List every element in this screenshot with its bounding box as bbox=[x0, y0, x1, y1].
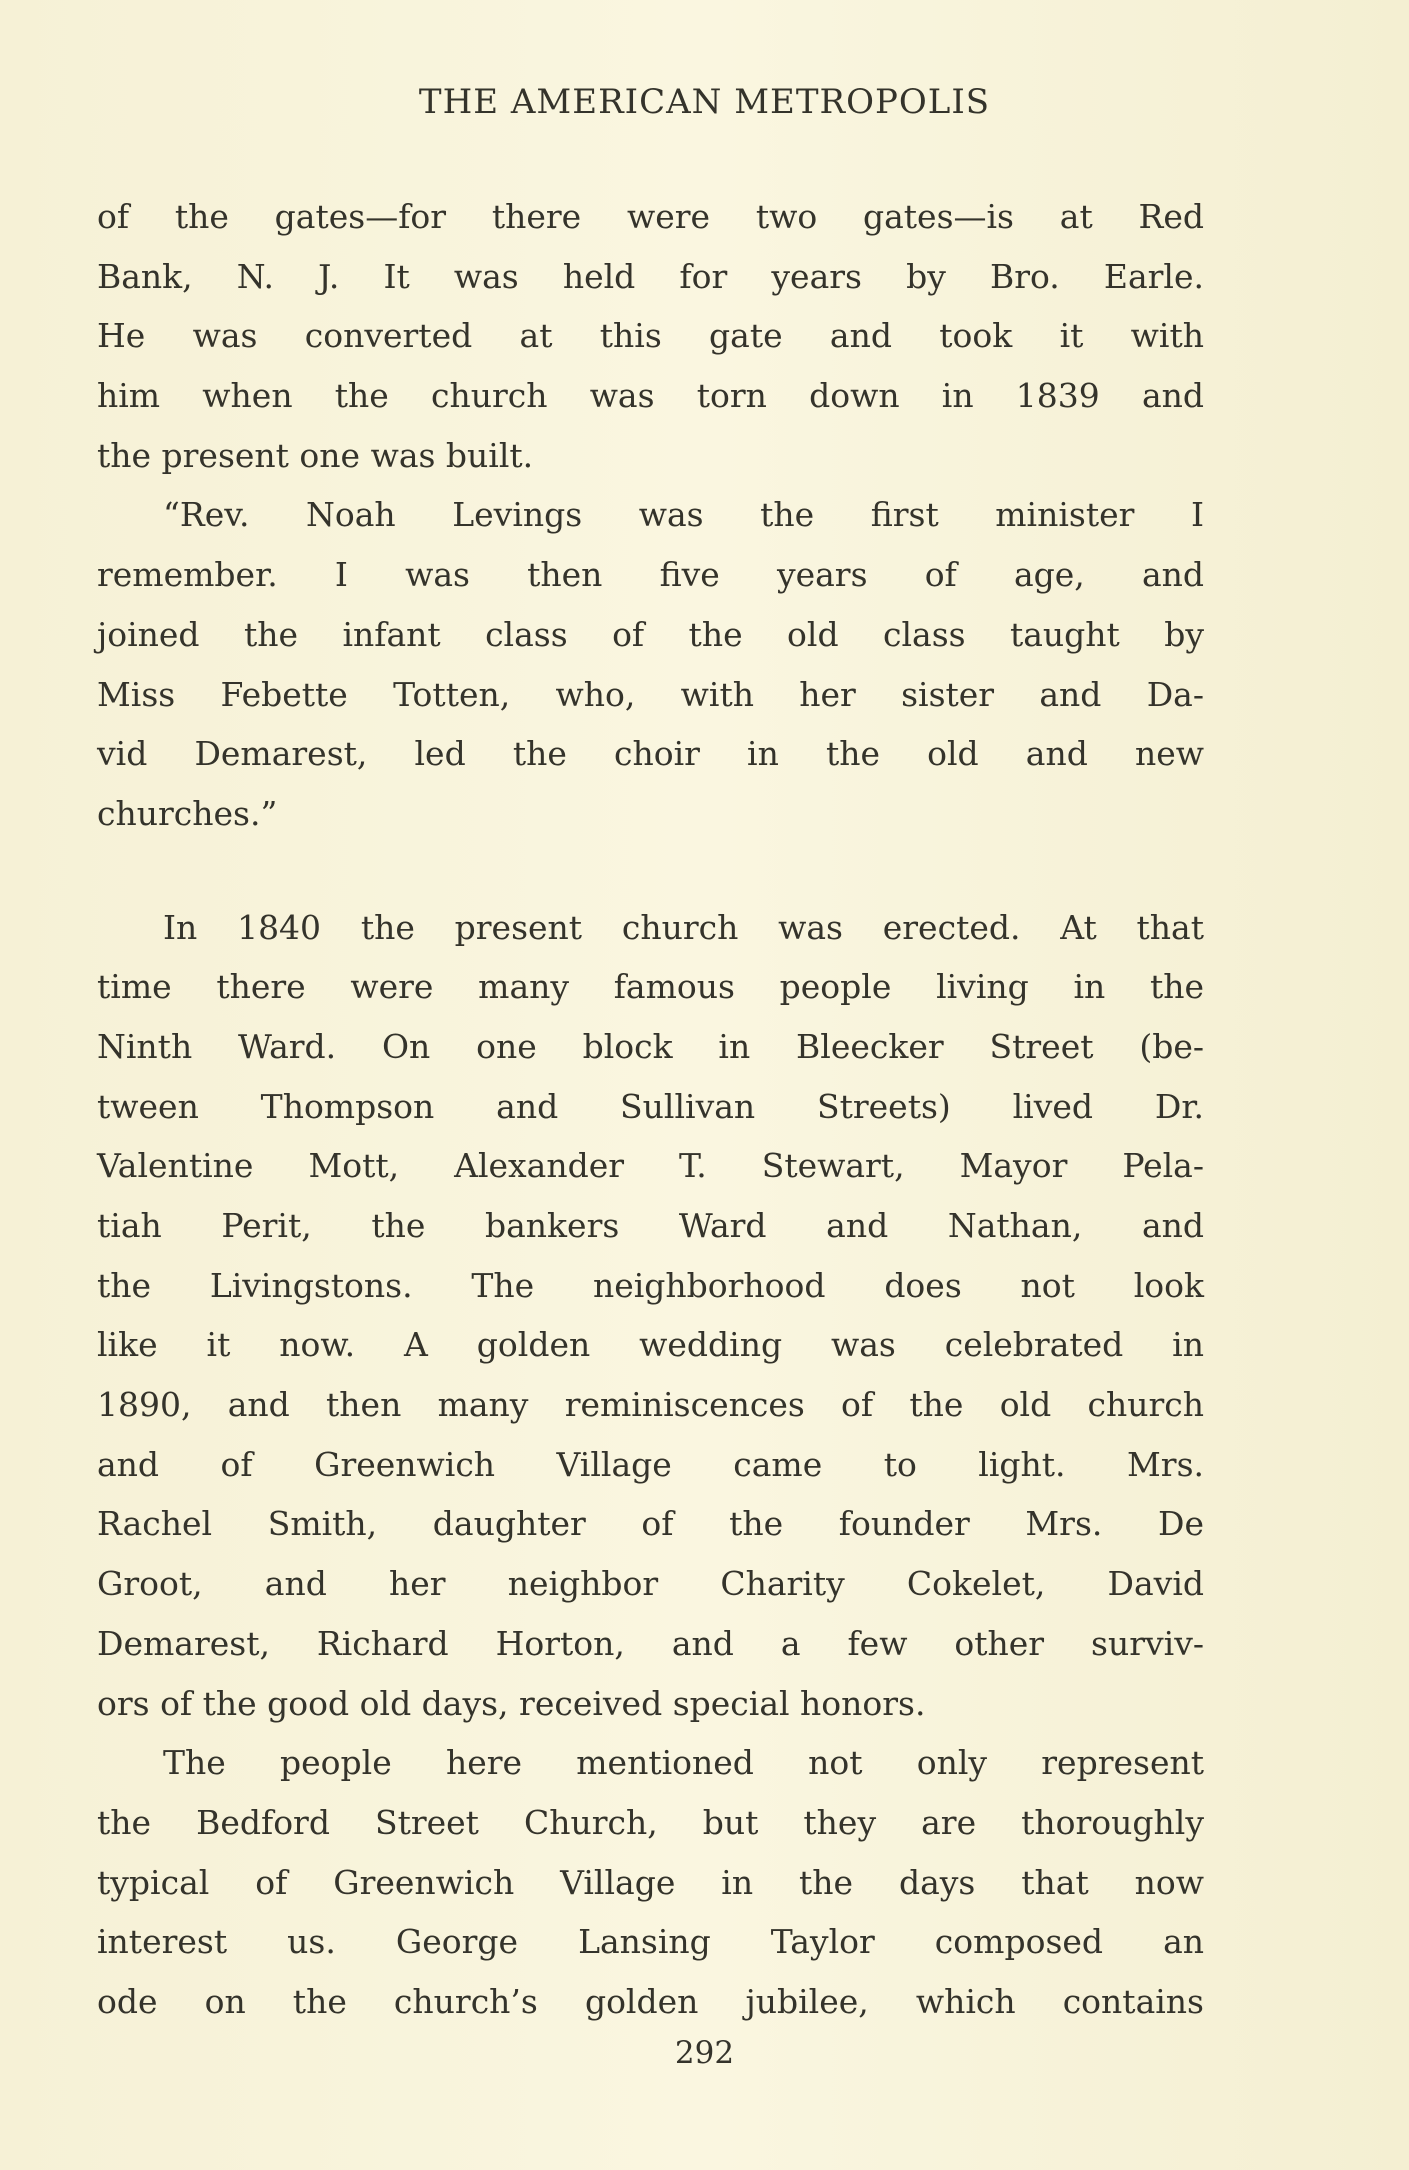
page-number: 292 bbox=[674, 2035, 735, 2071]
text-line: He was converted at this gate and took it with bbox=[97, 316, 1204, 356]
text-line: of the gates—for there were two gates—is at Red bbox=[97, 197, 1204, 236]
text-line: 1890, and then many reminiscences of the old church bbox=[97, 1385, 1204, 1425]
text-line: joined the infant class of the old class taught by bbox=[97, 614, 1204, 654]
paragraph bbox=[97, 187, 1204, 485]
text-line: Miss Febette Totten, who, with her sister and Da- bbox=[97, 674, 1204, 714]
paragraph bbox=[97, 898, 1204, 1734]
text-line: churches.” bbox=[97, 793, 278, 833]
paragraph bbox=[97, 1733, 1204, 2031]
text-line: Groot, and her neighbor Charity Cokelet, David bbox=[97, 1564, 1204, 1604]
text-line: Ninth Ward. On one block in Bleecker Street (be- bbox=[97, 1026, 1204, 1066]
text-line: “Rev. Noah Levings was the first minister I bbox=[163, 495, 1204, 535]
text-line: tween Thompson and Sullivan Streets) lived Dr. bbox=[97, 1086, 1204, 1126]
text-line: The people here mentioned not only represent bbox=[163, 1743, 1204, 1783]
text-line: the Livingstons. The neighborhood does not look bbox=[97, 1265, 1204, 1305]
text-line: him when the church was torn down in 1839 and bbox=[97, 376, 1204, 416]
text-line: typical of Greenwich Village in the days that now bbox=[97, 1862, 1204, 1902]
text-line: time there were many famous people living in the bbox=[97, 967, 1204, 1007]
text-line: In 1840 the present church was erected. At that bbox=[163, 907, 1204, 947]
text-line: the present one was built. bbox=[97, 435, 534, 475]
body-text bbox=[97, 187, 1204, 2032]
text-line: interest us. George Lansing Taylor composed an bbox=[97, 1922, 1204, 1962]
running-title: THE AMERICAN METROPOLIS bbox=[418, 82, 991, 122]
text-line: like it now. A golden wedding was celebrated in bbox=[97, 1325, 1204, 1365]
text-line: vid Demarest, led the choir in the old and new bbox=[97, 734, 1204, 774]
text-line: Bank, N. J. It was held for years by Bro. Earle. bbox=[97, 256, 1204, 296]
text-line: remember. I was then five years of age, and bbox=[97, 555, 1204, 595]
paragraph bbox=[97, 485, 1204, 843]
text-line: ode on the church’s golden jubilee, which contains bbox=[97, 1981, 1204, 2021]
paragraph-gap bbox=[97, 844, 1204, 898]
text-line: and of Greenwich Village came to light. Mrs. bbox=[97, 1444, 1204, 1484]
text-line: Rachel Smith, daughter of the founder Mrs. De bbox=[97, 1504, 1204, 1544]
text-line: tiah Perit, the bankers Ward and Nathan, and bbox=[97, 1206, 1204, 1245]
text-line: ors of the good old days, received special honors. bbox=[97, 1683, 926, 1723]
text-line: Demarest, Richard Horton, and a few other surviv- bbox=[97, 1623, 1204, 1663]
text-line: the Bedford Street Church, but they are thoroughly bbox=[97, 1802, 1204, 1842]
text-line: Valentine Mott, Alexander T. Stewart, Mayor Pela- bbox=[97, 1146, 1204, 1186]
